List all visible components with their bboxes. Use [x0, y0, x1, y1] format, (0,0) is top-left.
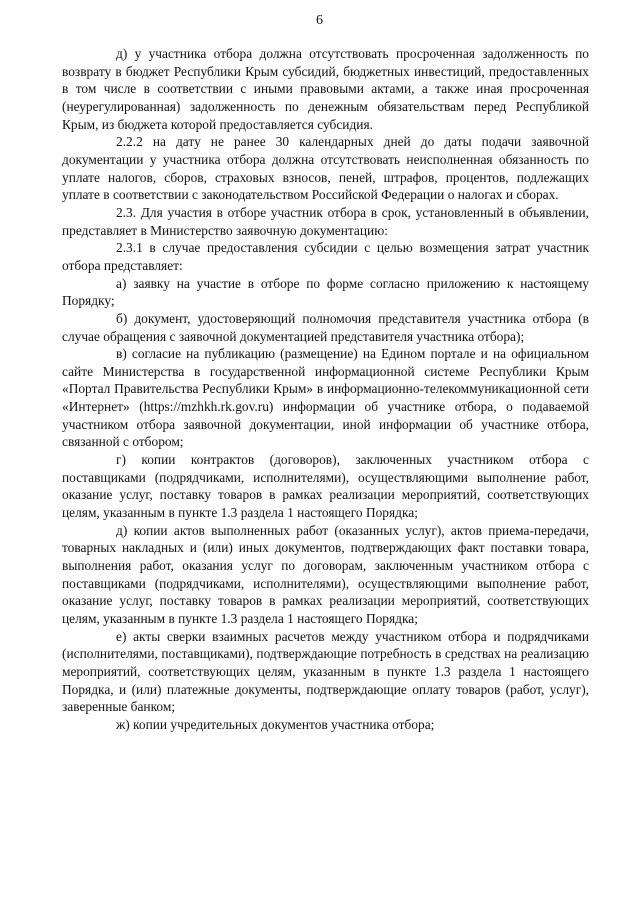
page-number: 6: [316, 13, 323, 28]
paragraph-2-3-1: 2.3.1 в случае предоставления субсидии с целью возмещения затрат участник отбора представляет:: [62, 240, 589, 273]
paragraph-2-3: 2.3. Для участия в отборе участник отбора в срок, установленный в объявлении, представляет в Министерство заявочную документацию:: [62, 204, 589, 238]
paragraph-debt-requirement: д) у участника отбора должна отсутствовать просроченная задолженность по возврату в бюджет Республики Крым субсидий, бюджетных инвестиций, предоставленных в том числе в соответствии с иными правовыми актами, а также иная просроченная (неурегулированная) задолженность по денежным обязательствам перед Республикой Крым, из бюджета которой предоставляется субсидия.: [62, 46, 589, 132]
paragraph-2-2-2: 2.2.2 на дату не ранее 30 календарных дней до даты подачи заявочной документации у участника отбора должна отсутствовать неисполненная обязанность по уплате налогов, сборов, страховых взносов, пеней, штрафов, процентов, подлежащих уплате в соответствии с законодательством Российской Федерации о налогах и сборах.: [62, 134, 589, 203]
list-item-v: в) согласие на публикацию (размещение) на Едином портале и на официальном сайте Министерства в государственной информационной системе Республики Крым «Портал Правительства Республики Крым» в информационно-телекоммуникационной сети «Интернет» (https://mzhkh.rk.gov.ru) информации об участнике отбора, о подаваемой участником отбора заявочной документации, иной информации об участнике отбора, связанной с отбором;: [62, 346, 589, 450]
list-item-g: г) копии контрактов (договоров), заключенных участником отбора с поставщиками (подрядчиками, исполнителями), осуществляющими выполнение работ, оказание услуг, поставку товаров в рамках реализации мероприятий, соответствующих целям, указанным в пункте 1.3 раздела 1 настоящего Порядка;: [62, 452, 589, 521]
list-item-e: е) акты сверки взаимных расчетов между участником отбора и подрядчиками (исполнителями, поставщиками), подтверждающие потребность в средствах на реализацию мероприятий, соответствующих целям, указанным в пункте 1.3 раздела 1 настоящего Порядка, и (или) платежные документы, подтверждающие оплату товаров (работ, услуг), заверенные банком;: [62, 628, 589, 715]
document-body: [62, 45, 589, 734]
list-item-zh: ж) копии учредительных документов участника отбора;: [116, 716, 435, 732]
list-item-a: а) заявку на участие в отборе по форме согласно приложению к настоящему Порядку;: [62, 275, 589, 309]
list-item-b: б) документ, удостоверяющий полномочия представителя участника отбора (в случае обращения с заявочной документацией представителя участника отбора);: [62, 310, 589, 344]
list-item-d: д) копии актов выполненных работ (оказанных услуг), актов приема-передачи, товарных накладных и (или) иных документов, подтверждающих факт поставки товара, выполнения работ, оказания услуг по договорам, заключенным участником отбора с поставщиками (подрядчиками, исполнителями), осуществляющими выполнение работ, оказание услуг, поставку товаров в рамках реализации мероприятий, соответствующих целям, указанным в пункте 1.3 раздела 1 настоящего Порядка;: [62, 522, 589, 626]
